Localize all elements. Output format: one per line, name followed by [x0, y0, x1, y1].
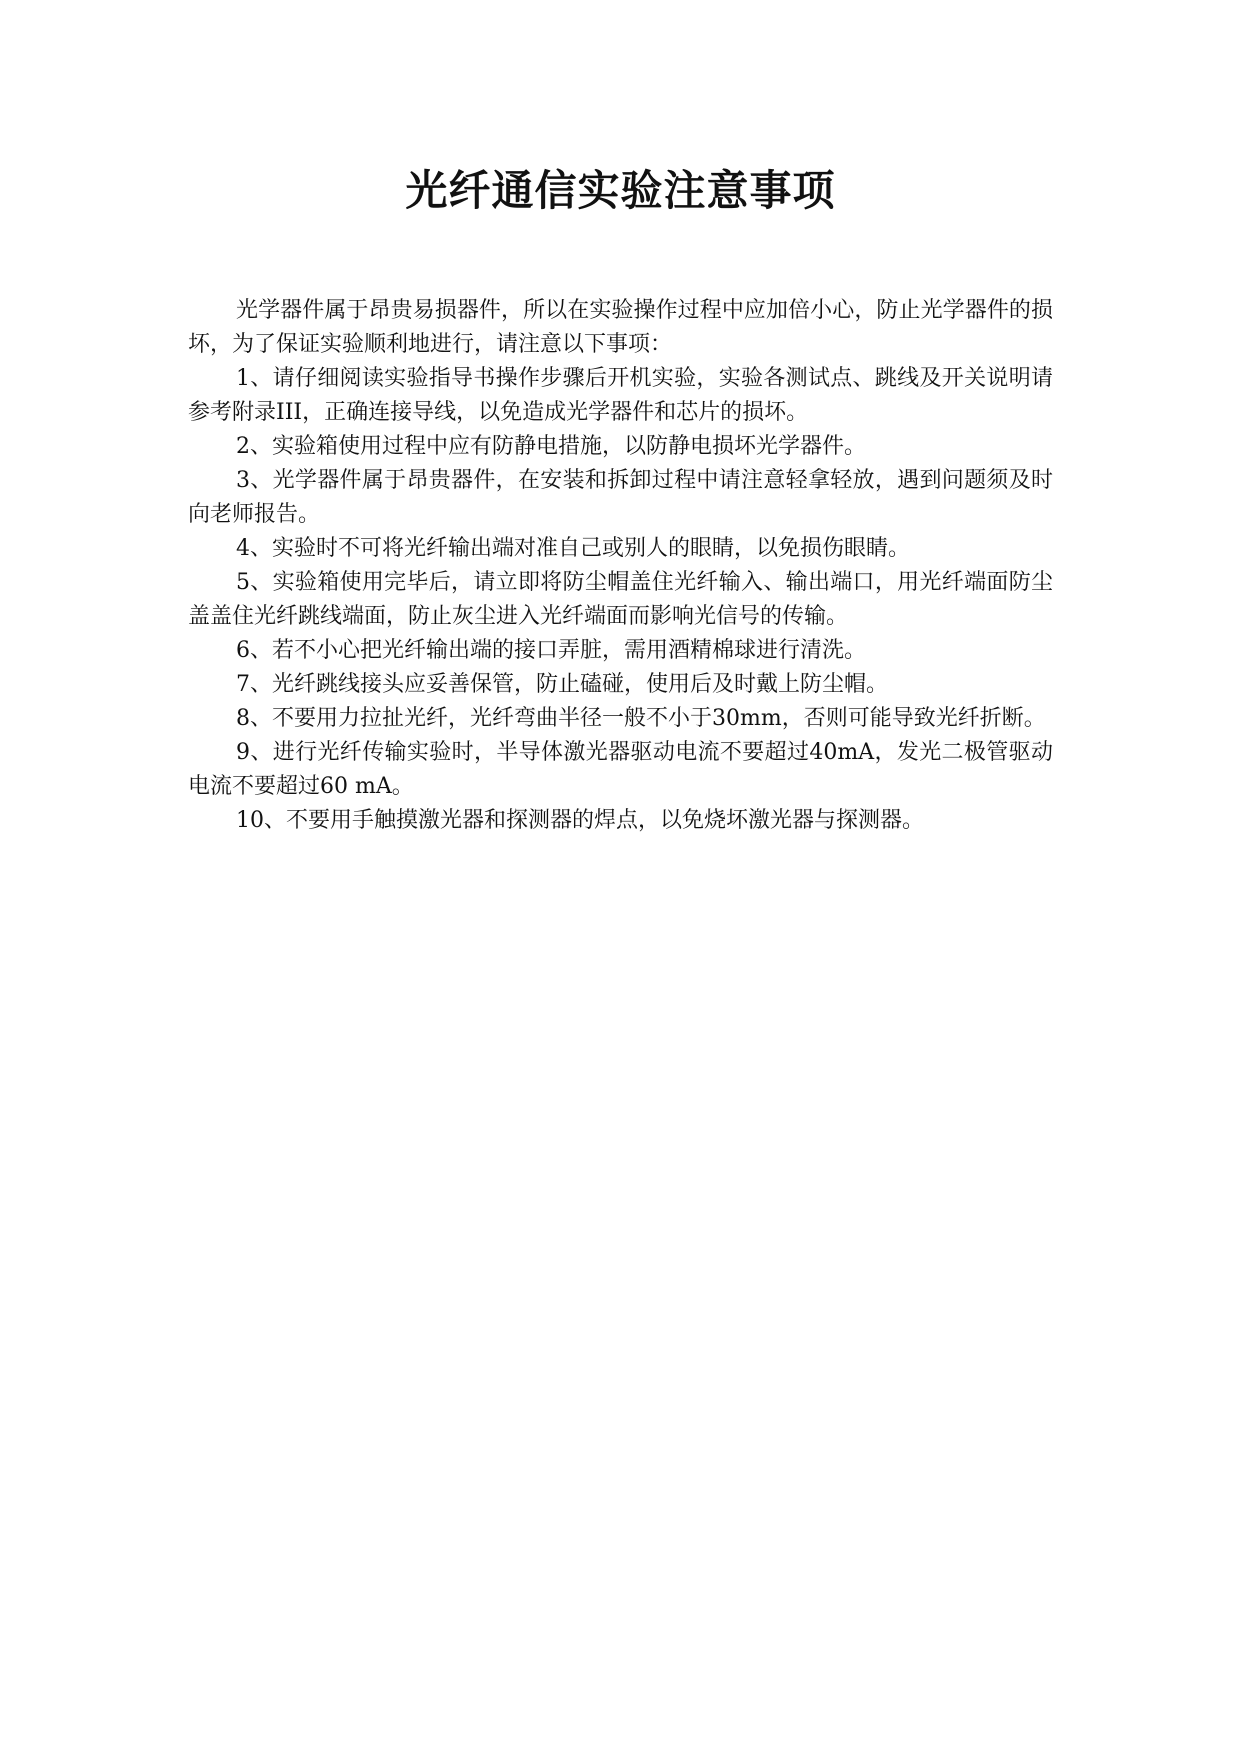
notice-item-10: 10、不要用手触摸激光器和探测器的焊点，以免烧坏激光器与探测器。	[236, 808, 924, 833]
intro-paragraph: 光学器件属于昂贵易损器件，所以在实验操作过程中应加倍小心，防止光学器件的损坏，为了保证实验顺利地进行，请注意以下事项：	[188, 298, 1053, 357]
notice-item-8: 8、不要用力拉扯光纤，光纤弯曲半径一般不小于30mm，否则可能导致光纤折断。	[236, 706, 1046, 731]
notice-item-2: 2、实验箱使用过程中应有防静电措施，以防静电损坏光学器件。	[236, 434, 866, 459]
document-title: 光纤通信实验注意事项	[405, 166, 836, 215]
notice-item-6: 6、若不小心把光纤输出端的接口弄脏，需用酒精棉球进行清洗。	[236, 638, 866, 663]
notice-item-7: 7、光纤跳线接头应妥善保管，防止磕碰，使用后及时戴上防尘帽。	[236, 672, 888, 697]
notice-item-3: 3、光学器件属于昂贵器件，在安装和拆卸过程中请注意轻拿轻放，遇到问题须及时向老师报告。	[188, 468, 1053, 527]
notice-item-5: 5、实验箱使用完毕后，请立即将防尘帽盖住光纤输入、输出端口，用光纤端面防尘盖盖住光纤跳线端面，防止灰尘进入光纤端面而影响光信号的传输。	[188, 570, 1053, 629]
document-body	[188, 294, 1053, 838]
notice-item-1: 1、请仔细阅读实验指导书操作步骤后开机实验，实验各测试点、跳线及开关说明请参考附录III，正确连接导线，以免造成光学器件和芯片的损坏。	[188, 366, 1053, 425]
notice-item-9: 9、进行光纤传输实验时，半导体激光器驱动电流不要超过40mA，发光二极管驱动电流不要超过60 mA。	[188, 740, 1053, 799]
notice-item-4: 4、实验时不可将光纤输出端对准自己或别人的眼睛，以免损伤眼睛。	[236, 536, 910, 561]
